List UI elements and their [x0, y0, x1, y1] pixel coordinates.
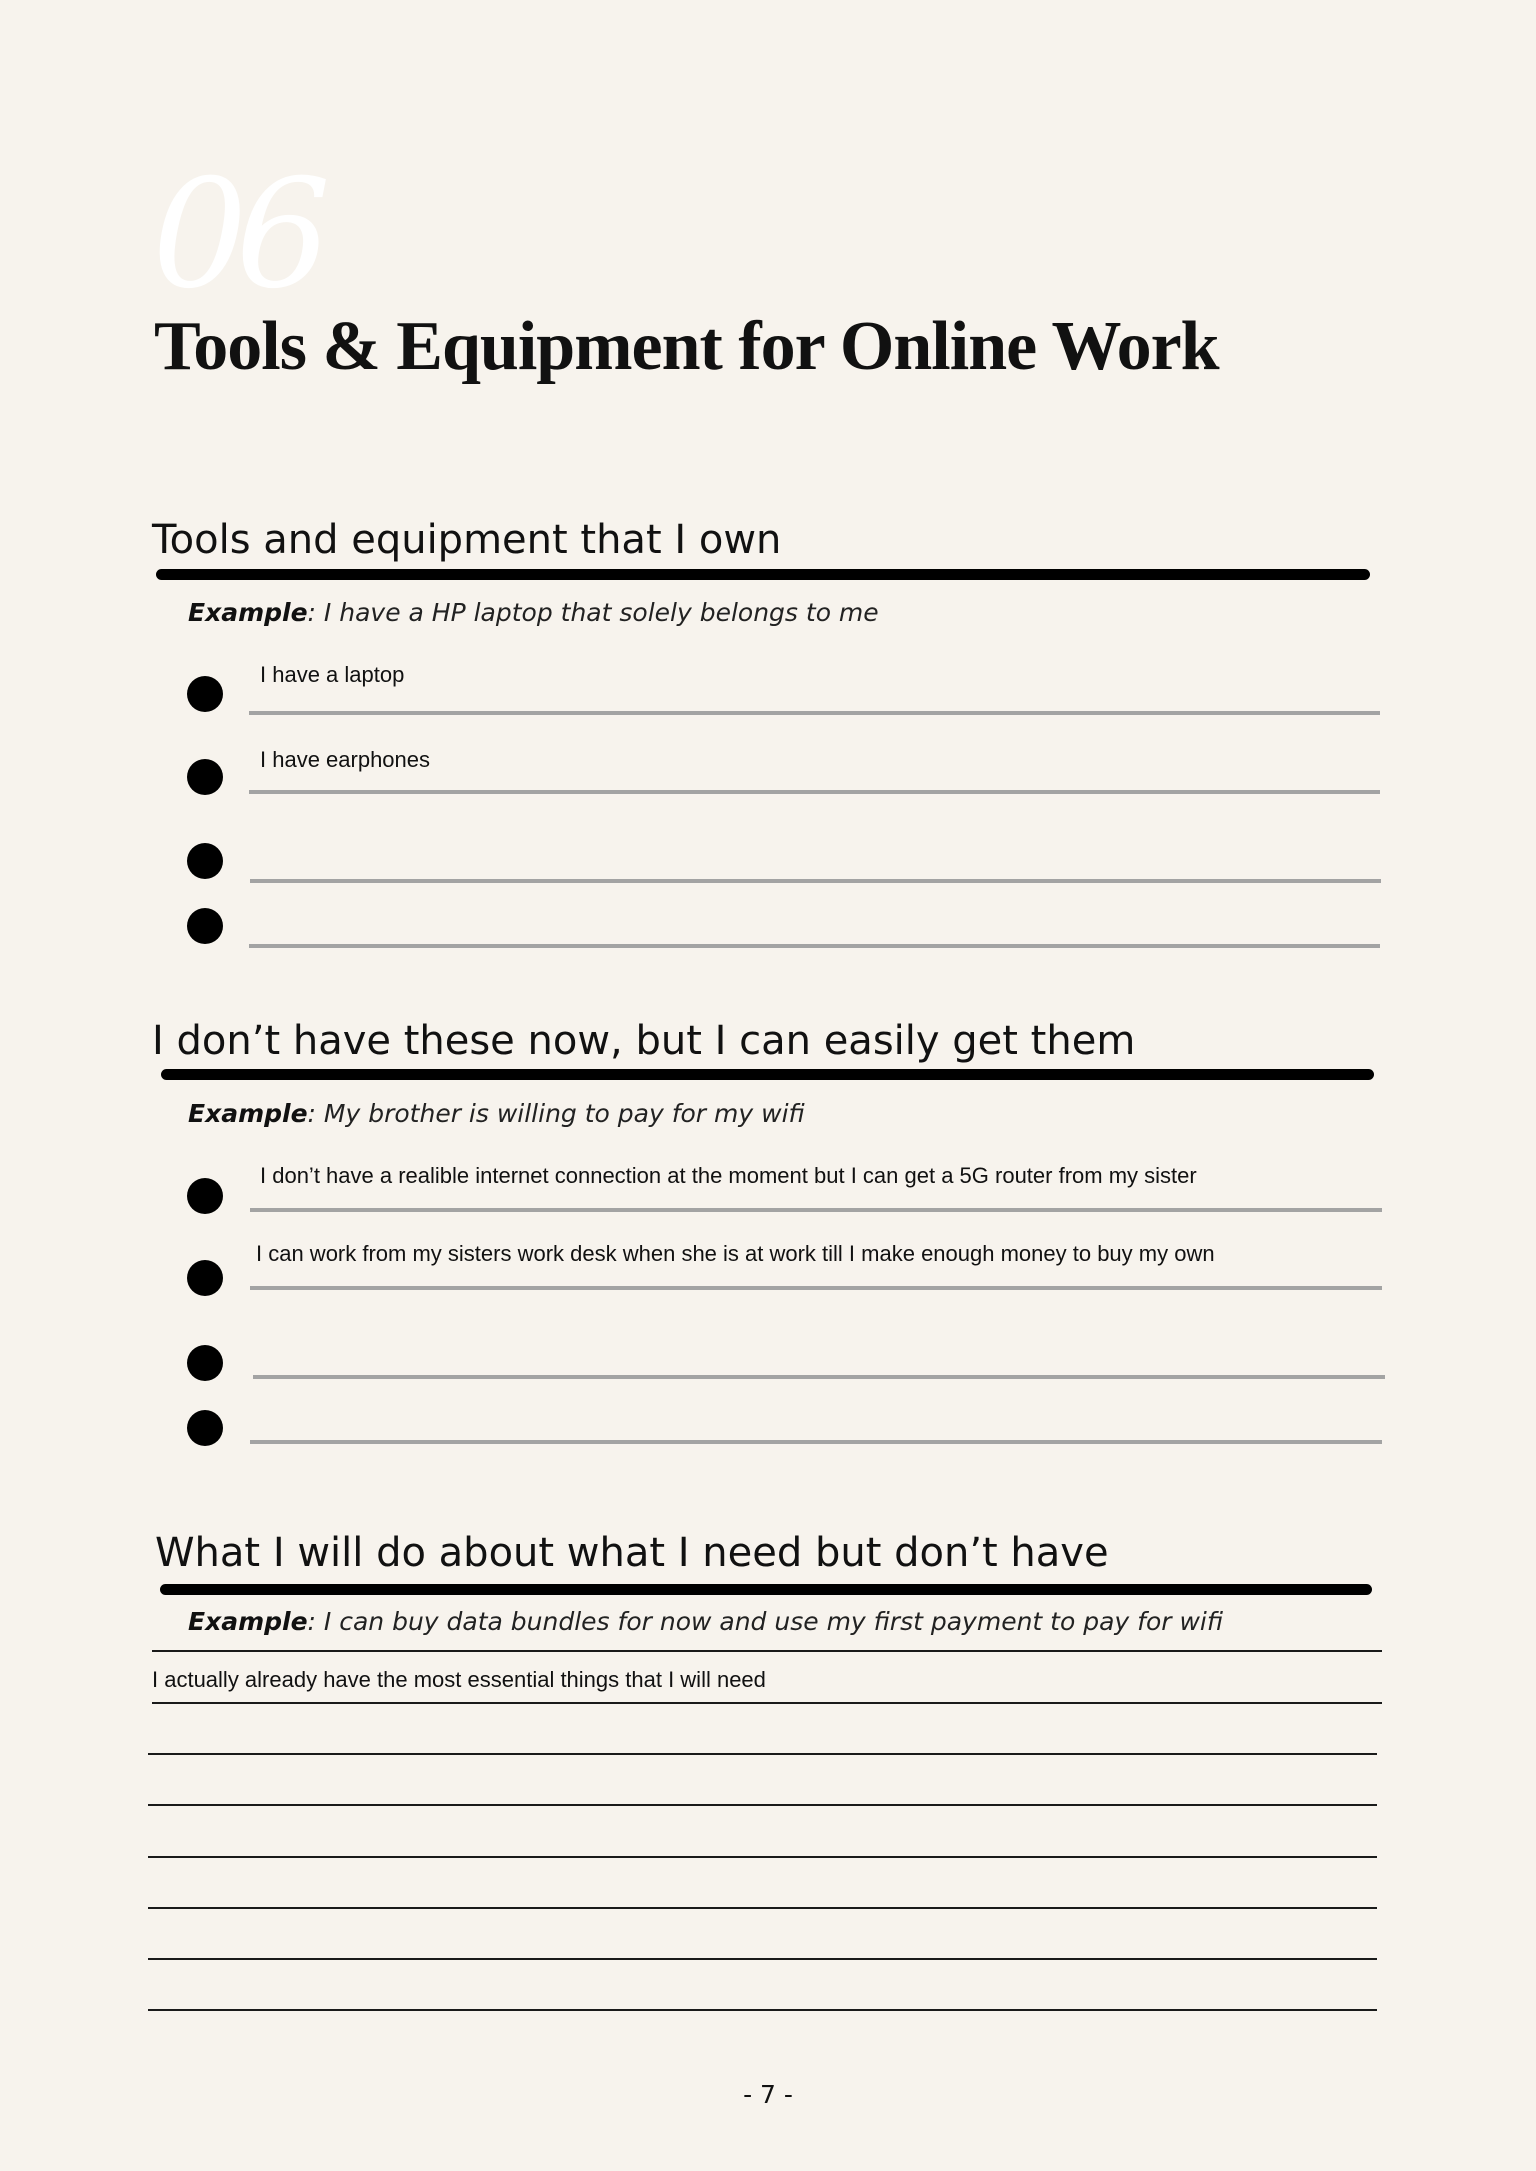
section-divider	[156, 569, 1370, 580]
chapter-number: 06	[152, 148, 319, 322]
page-title: Tools & Equipment for Online Work	[154, 308, 1219, 385]
page-number: - 7 -	[743, 2080, 793, 2109]
writing-line	[148, 1804, 1377, 1806]
example-label: Example	[188, 1099, 308, 1128]
answer-line	[253, 1375, 1385, 1379]
plan-entry-1[interactable]: I actually already have the most essential things that I will need	[152, 1667, 766, 1692]
answer-line	[249, 711, 1380, 715]
example-can-get	[188, 1099, 805, 1128]
section-heading-owned: Tools and equipment that I own	[152, 517, 782, 563]
answer-line	[250, 1208, 1382, 1212]
writing-line	[148, 1958, 1377, 1960]
section-divider	[161, 1069, 1374, 1080]
writing-line	[148, 2009, 1377, 2011]
owned-entry-1[interactable]: I have a laptop	[260, 662, 405, 687]
example-label: Example	[188, 598, 308, 627]
section-heading-plan: What I will do about what I need but don’t have	[155, 1530, 1109, 1576]
can-get-entry-2[interactable]: I can work from my sisters work desk when she is at work till I make enough money to buy my own	[256, 1241, 1215, 1266]
example-text: : I have a HP laptop that solely belongs to me	[307, 598, 879, 627]
bullet-icon	[187, 1260, 223, 1296]
writing-line	[148, 1753, 1377, 1755]
example-text: : I can buy data bundles for now and use my first payment to pay for wifi	[307, 1607, 1224, 1636]
answer-line	[249, 790, 1380, 794]
bullet-icon	[187, 843, 223, 879]
section-heading-can-get: I don’t have these now, but I can easily get them	[152, 1018, 1136, 1064]
example-label: Example	[188, 1607, 308, 1636]
bullet-icon	[187, 759, 223, 795]
can-get-entry-1[interactable]: I don’t have a realible internet connection at the moment but I can get a 5G router from my sister	[260, 1163, 1197, 1188]
bullet-icon	[187, 908, 223, 944]
example-plan	[188, 1607, 1223, 1636]
example-text: : My brother is willing to pay for my wifi	[307, 1099, 805, 1128]
answer-line	[250, 1286, 1382, 1290]
bullet-icon	[187, 1178, 223, 1214]
writing-line	[148, 1856, 1377, 1858]
bullet-icon	[187, 1345, 223, 1381]
owned-entry-2[interactable]: I have earphones	[260, 747, 431, 772]
writing-line	[152, 1650, 1382, 1652]
writing-line	[148, 1907, 1377, 1909]
section-divider	[160, 1584, 1372, 1595]
answer-line	[249, 944, 1380, 948]
bullet-icon	[187, 1410, 223, 1446]
writing-line	[152, 1702, 1382, 1704]
example-owned	[188, 598, 879, 627]
answer-line	[250, 879, 1381, 883]
answer-line	[250, 1440, 1382, 1444]
bullet-icon	[187, 676, 223, 712]
